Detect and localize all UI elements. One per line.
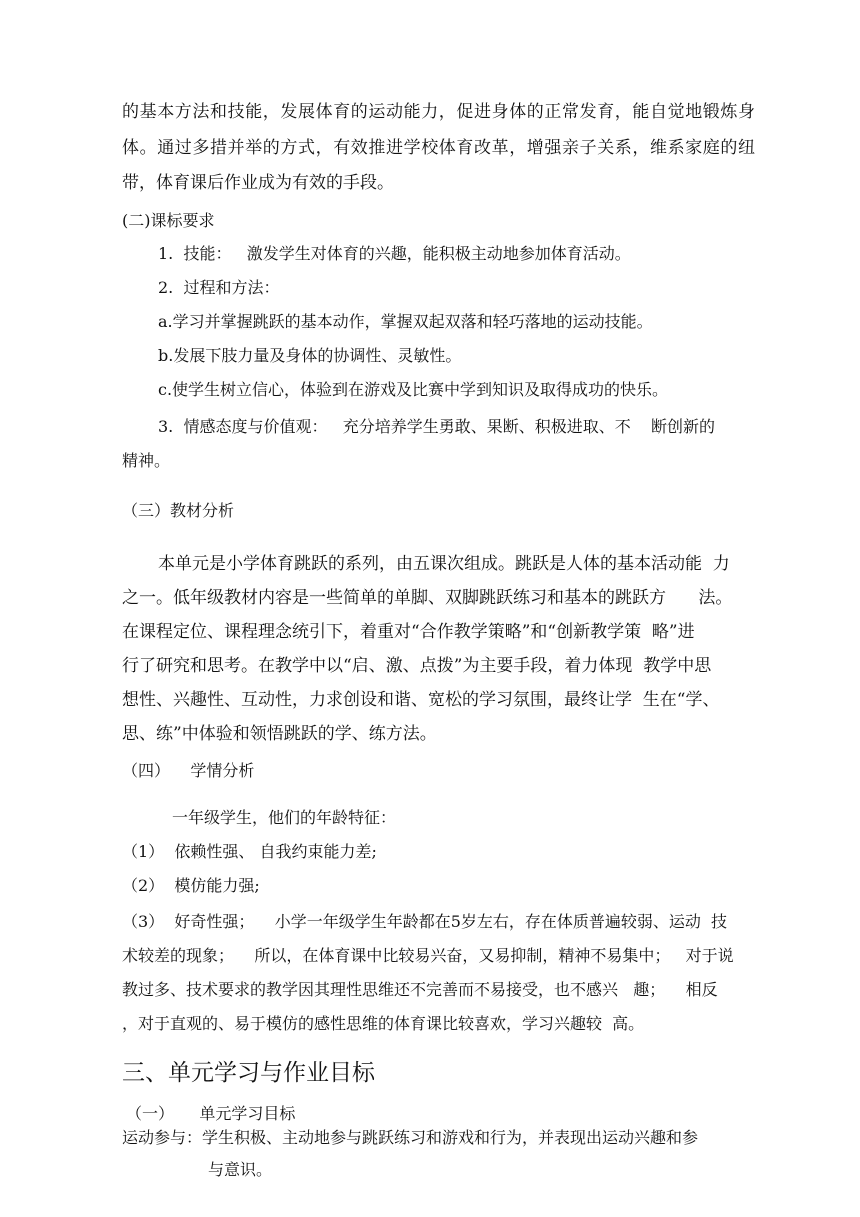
textbook-line-1: 本单元是小学体育跳跃的系列，由五课次组成。跳跃是人体的基本活动能 力 [158,554,730,574]
curriculum-item-2b: b.发展下肢力量及身体的协调性、灵敏性。 [158,346,462,365]
students-item-3-line-3: 教过多、技术要求的教学因其理性思维还不完善而不易接受，也不感兴 趣； 相反 [122,980,718,999]
students-item-3-line-4: ，对于直观的、易于模仿的感性思维的体育课比较喜欢，学习兴趣较 高。 [122,1014,645,1033]
curriculum-item-2a: a.学习并掌握跳跃的基本动作，掌握双起双落和轻巧落地的运动技能。 [158,312,653,331]
textbook-heading: （三）教材分析 [122,501,235,520]
students-intro: 一年级学生，他们的年龄特征： [172,808,397,827]
intro-line-3: 带，体育课后作业成为有效的手段。 [122,173,394,193]
curriculum-item-3-line-1: 3. 情感态度与价值观： 充分培养学生勇敢、果断、积极进取、不 断创新的 [158,417,716,436]
curriculum-item-2c: c.使学生树立信心，体验到在游戏及比赛中学到知识及取得成功的快乐。 [158,380,669,399]
curriculum-item-1: 1. 技能： 激发学生对体育的兴趣，能积极主动地参加体育活动。 [158,244,631,263]
textbook-line-3: 在课程定位、课程理念统引下，着重对“合作教学策略”和“创新教学策 略”进 [122,622,695,642]
students-item-1: （1） 依赖性强、 自我约束能力差; [122,842,377,861]
section-3-sub-heading: （一） 单元学习目标 [126,1104,296,1123]
intro-line-2: 体。通过多措并举的方式，有效推进学校体育改革，增强亲子关系，维系家庭的纽 [122,138,755,158]
curriculum-item-3-line-2: 精神。 [122,451,171,470]
students-item-3-line-1: （3） 好奇性强； 小学一年级学生年龄都在5岁左右，存在体质普遍较弱、运动 技 [122,912,728,931]
textbook-line-5: 想性、兴趣性、互动性，力求创设和谐、宽松的学习氛围，最终让学 生在“学、 [122,690,720,710]
students-item-2: （2） 模仿能力强; [122,876,260,895]
students-heading: （四） 学情分析 [122,761,255,780]
curriculum-heading: (二)课标要求 [122,211,215,230]
textbook-line-4: 行了研究和思考。在教学中以“启、激、点拨”为主要手段，着力体现 教学中思 [122,656,712,676]
textbook-line-2: 之一。低年级教材内容是一些简单的单脚、双脚跳跃练习和基本的跳跃方 法。 [122,588,733,608]
section-3-heading: 三、单元学习与作业目标 [122,1060,375,1086]
curriculum-item-2: 2. 过程和方法： [158,278,280,297]
textbook-line-6: 思、练”中体验和领悟跳跃的学、练方法。 [122,724,437,744]
sport-participation-line-2: 与意识。 [208,1160,273,1179]
sport-participation-line-1: 运动参与：学生积极、主动地参与跳跃练习和游戏和行为，并表现出运动兴趣和参 [122,1128,699,1147]
students-item-3-line-2: 术较差的现象； 所以，在体育课中比较易兴奋，又易抑制，精神不易集中； 对于说 [122,946,734,965]
intro-line-1: 的基本方法和技能，发展体育的运动能力，促进身体的正常发育，能自觉地锻炼身 [122,102,755,122]
